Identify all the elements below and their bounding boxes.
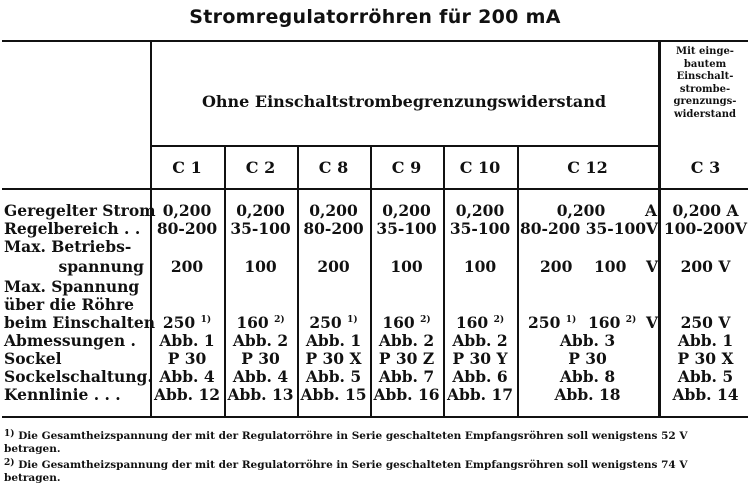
footnote-text: Die Gesamtheizspannung der mit der Regulatorröhre in Serie geschalteten Empfangsröhren soll wenigstens 74 V betragen. bbox=[4, 459, 688, 484]
table-cell: Abb. 5 bbox=[305, 367, 362, 386]
footnote-mark: 2) bbox=[4, 458, 15, 468]
table-cell: Abb. 2 bbox=[452, 331, 508, 350]
group-header: Ohne Einschaltstrombegrenzungswiderstand bbox=[201, 92, 607, 111]
row-label-strom: Geregelter Strom bbox=[4, 201, 156, 220]
header-divider bbox=[150, 145, 660, 147]
column-header: C 10 bbox=[459, 158, 501, 177]
table-cell: 0,200 bbox=[455, 201, 505, 220]
column-header: C 8 bbox=[318, 158, 349, 177]
table-cell: Abb. 13 bbox=[227, 385, 294, 404]
table-cell: Abb. 16 bbox=[373, 385, 440, 404]
table-cell: 35-100 bbox=[376, 219, 437, 238]
row-label-regel: Regelbereich . . bbox=[4, 219, 141, 238]
table-cell: P 30 X bbox=[677, 349, 734, 368]
footnote-ref: 2) bbox=[274, 315, 285, 325]
unit-cell: V bbox=[646, 257, 659, 276]
c3-header-line: Mit einge- bbox=[676, 46, 734, 57]
table-top-border bbox=[2, 40, 748, 42]
page-title: Stromregulatorröhren für 200 mA bbox=[189, 6, 561, 28]
footnote-mark: 1) bbox=[4, 429, 15, 439]
table-cell: 0,200 bbox=[382, 201, 431, 220]
c3-header-line: bautem bbox=[683, 58, 727, 70]
row-label-betrieb: spannung bbox=[58, 257, 144, 276]
footnote-ref: 1) bbox=[200, 315, 212, 325]
row-label-sockelschaltung: Sockelschaltung. bbox=[4, 367, 153, 386]
table-cell: P 30 bbox=[241, 349, 280, 368]
table-cell: Abb. 4 bbox=[159, 367, 215, 386]
table-cell bbox=[528, 314, 576, 331]
table-cell: Abb. 18 bbox=[554, 385, 621, 404]
value: 160 bbox=[455, 313, 489, 332]
row-label-max-spannung: Max. Spannung bbox=[4, 277, 140, 296]
value: 160 bbox=[588, 313, 621, 332]
table-cell: 0,200 A bbox=[672, 201, 739, 220]
table-cell bbox=[150, 314, 224, 331]
table-cell: 35-100 bbox=[449, 219, 511, 238]
unit-cell: V bbox=[646, 219, 659, 238]
table-cell: 100-200V bbox=[663, 219, 748, 238]
value: 250 bbox=[162, 313, 196, 332]
c3-header-line: strombe- bbox=[679, 83, 731, 95]
footnote-ref: 2) bbox=[493, 315, 505, 325]
c3-header-line: Einschalt- bbox=[676, 71, 734, 82]
footnote bbox=[4, 459, 744, 485]
table-cell: Abb. 17 bbox=[446, 385, 514, 404]
table-cell: P 30 bbox=[568, 349, 607, 368]
table-cell: 100 bbox=[594, 257, 627, 276]
table-cell: Abb. 8 bbox=[559, 367, 616, 386]
table-cell: 0,200 bbox=[556, 201, 606, 220]
footnote-ref: 1) bbox=[347, 315, 358, 325]
row-label-abmessungen: Abmessungen . bbox=[4, 331, 136, 350]
table-bottom-border bbox=[2, 416, 748, 418]
table-cell: P 30 bbox=[167, 349, 207, 368]
value: 250 bbox=[528, 313, 561, 332]
column-header: C 9 bbox=[391, 158, 422, 177]
table-cell bbox=[297, 314, 370, 331]
table-cell: Abb. 3 bbox=[559, 331, 616, 350]
row-label-max-spannung: beim Einschalten bbox=[4, 313, 156, 332]
table-cell bbox=[224, 314, 297, 331]
table-cell: Abb. 5 bbox=[677, 367, 734, 386]
column-header: C 12 bbox=[567, 158, 608, 177]
c3-header-line: grenzungs- bbox=[673, 96, 737, 107]
footnote-ref: 2) bbox=[420, 315, 431, 325]
c3-header bbox=[660, 46, 750, 121]
value: 160 bbox=[382, 313, 415, 332]
column-header: C 3 bbox=[690, 158, 721, 177]
table-cell: 80-200 bbox=[156, 219, 218, 238]
value: 160 bbox=[236, 313, 269, 332]
table-cell: Abb. 2 bbox=[378, 331, 435, 350]
table-cell: 100 bbox=[244, 257, 277, 276]
footnote-ref: 2) bbox=[625, 315, 637, 325]
table-cell: 200 bbox=[540, 257, 573, 276]
table-cell: Abb. 6 bbox=[452, 367, 508, 386]
table-cell: Abb. 12 bbox=[153, 385, 221, 404]
c3-header-line: widerstand bbox=[673, 108, 737, 120]
table-cell: 80-200 35-100 bbox=[519, 219, 647, 238]
table-cell: 0,200 bbox=[236, 201, 285, 220]
row-label-kennlinie: Kennlinie . . . bbox=[4, 385, 121, 404]
table-cell: Abb. 14 bbox=[672, 385, 739, 404]
table-cell: Abb. 1 bbox=[677, 331, 734, 350]
row-label-max-spannung: über die Röhre bbox=[4, 295, 135, 314]
footnote-ref: 1) bbox=[565, 315, 577, 325]
table-cell: P 30 Y bbox=[452, 349, 508, 368]
table-cell bbox=[588, 314, 636, 331]
row-label-betrieb: Max. Betriebs- bbox=[4, 237, 132, 256]
footnote bbox=[4, 430, 744, 456]
table-cell: Abb. 1 bbox=[159, 331, 215, 350]
table-cell: Abb. 2 bbox=[232, 331, 289, 350]
header-divider bbox=[2, 188, 748, 190]
table-cell: 0,200 bbox=[309, 201, 358, 220]
unit-cell: V bbox=[646, 313, 659, 332]
footnote-text: Die Gesamtheizspannung der mit der Regulatorröhre in Serie geschalteten Empfangsröhren soll wenigstens 52 V betragen. bbox=[4, 430, 688, 455]
table-cell: 200 bbox=[170, 257, 204, 276]
table-cell: 80-200 bbox=[303, 219, 364, 238]
table-cell: Abb. 1 bbox=[305, 331, 362, 350]
table-cell: 200 V bbox=[680, 257, 731, 276]
value: 250 bbox=[309, 313, 342, 332]
column-header: C 2 bbox=[245, 158, 276, 177]
table-cell bbox=[370, 314, 443, 331]
row-label-sockel: Sockel bbox=[4, 349, 62, 368]
unit-cell: A bbox=[645, 201, 658, 220]
table-cell: 250 V bbox=[680, 313, 731, 332]
table-cell bbox=[443, 314, 517, 331]
table-cell: P 30 Z bbox=[378, 349, 435, 368]
table-cell: 35-100 bbox=[230, 219, 291, 238]
table-cell: 0,200 bbox=[162, 201, 212, 220]
table-cell: Abb. 7 bbox=[378, 367, 435, 386]
table-cell: P 30 X bbox=[305, 349, 362, 368]
table-cell: 100 bbox=[463, 257, 497, 276]
column-header: C 1 bbox=[172, 158, 202, 177]
table-cell: 200 bbox=[317, 257, 350, 276]
table-cell: 100 bbox=[390, 257, 423, 276]
table-cell: Abb. 15 bbox=[300, 385, 367, 404]
table-cell: Abb. 4 bbox=[232, 367, 289, 386]
